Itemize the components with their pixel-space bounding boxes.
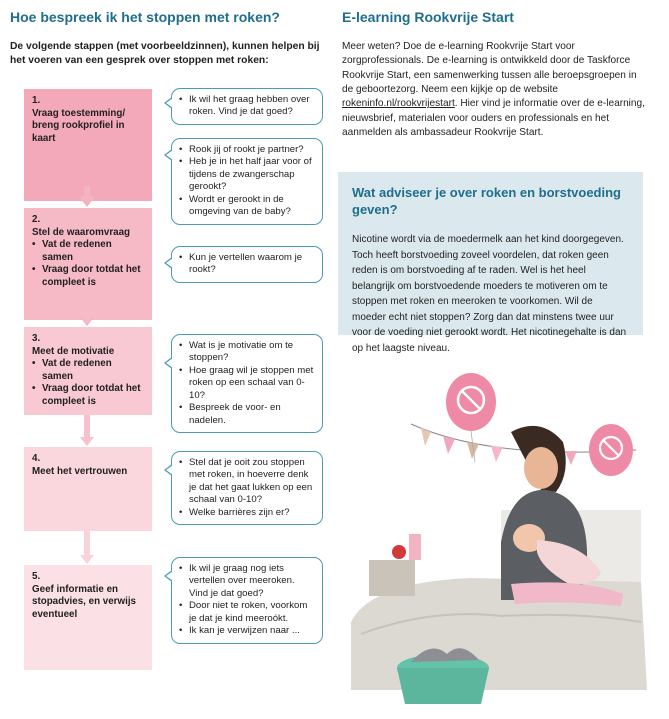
step-number: 5. xyxy=(32,571,41,582)
elearning-para-1: Meer weten? Doe de e-learning Rookvrije Start voor zorgprofessionals. De e-learning is ontwikkeld door de Taskforce Rookvrije Start, een samenwerking tussen alle beroepsgroepen in de geboortezorg. Neem een kijkje op de website xyxy=(342,41,637,95)
step-title: Geef informatie en stopadvies, en verwijs eventueel xyxy=(32,583,137,620)
arrow-down-icon xyxy=(80,186,94,204)
elearning-para-2: . Hier vind je informatie over de e-learning, nieuwsbrief, materialen voor ouders en professionals en het aanmelden als ambassadeur Rookvrije Start. xyxy=(342,98,645,138)
arrow-down-icon xyxy=(80,415,94,447)
right-title: E-learning Rookvrije Start xyxy=(342,9,514,25)
advice-box xyxy=(338,172,643,354)
step-title: Vraag toestemming/ breng rookprofiel in kaart xyxy=(32,107,126,144)
step-number: 2. xyxy=(32,214,41,225)
example-sentence: • Heb je in het half jaar voor of tijdens de zwangerschap gerookt? xyxy=(178,156,316,193)
step-bullet: • Vraag door totdat het compleet is xyxy=(32,383,144,408)
step-bullet: • Vraag door totdat het compleet is xyxy=(32,264,144,289)
step-bullet: • Vat de redenen samen xyxy=(32,358,144,383)
example-bubble-1 xyxy=(171,88,323,125)
step-number: 3. xyxy=(32,333,41,344)
example-sentence: • Wat is je motivatie om te stoppen? xyxy=(178,340,316,365)
example-sentence: • Kun je vertellen waarom je rookt? xyxy=(178,252,316,277)
example-bubble-6 xyxy=(171,557,323,644)
example-sentence: • Door niet te roken, voorkom je dat je kind meeroókt. xyxy=(178,600,316,625)
example-bubble-3 xyxy=(171,246,323,283)
website-link[interactable]: rokeninfo.nl/rookvrijestart xyxy=(342,98,455,110)
intro-text: De volgende stappen (met voorbeeldzinnen), kunnen helpen bij het voeren van een gesprek over stoppen met roken: xyxy=(10,41,320,67)
advice-box-title: Wat adviseer je over roken en borstvoeding geven? xyxy=(352,185,621,218)
example-sentence: • Wordt er gerookt in de omgeving van de baby? xyxy=(178,194,316,219)
step-title: Meet het vertrouwen xyxy=(32,465,128,477)
step-2 xyxy=(24,208,152,320)
example-sentence: • Ik kan je verwijzen naar ... xyxy=(178,625,316,637)
example-sentence: • Welke barrières zijn er? xyxy=(178,507,316,519)
step-bullet: • Vat de redenen samen xyxy=(32,239,144,264)
example-sentence: • Ik wil je graag nog iets vertellen over meeroken. Vind je dat goed? xyxy=(178,563,316,600)
step-1 xyxy=(24,89,152,201)
arrow-down-icon xyxy=(80,531,94,565)
example-sentence: • Stel dat je ooit zou stoppen met roken, in hoeverre denk je dat het gaat lukken op een schaal van 0-10? xyxy=(178,457,316,507)
no-smoking-balloon-icon xyxy=(589,424,633,476)
example-bubble-4 xyxy=(171,334,323,433)
step-4 xyxy=(24,447,152,531)
example-sentence: • Bespreek de voor- en nadelen. xyxy=(178,402,316,427)
example-sentence: • Ik wil het graag hebben over roken. Vind je dat goed? xyxy=(178,94,316,119)
step-title: Stel de waaromvraag xyxy=(32,226,131,238)
step-title: Meet de motivatie xyxy=(32,345,115,357)
step-5 xyxy=(24,565,152,670)
step-number: 1. xyxy=(32,95,41,106)
advice-box-text: Nicotine wordt via de moedermelk aan het kind doorgegeven. Toch heeft borstvoeding zoveel voordelen, dat roken geen reden is om borstvoeding af te raden. Wel is het heel belangrijk om borstvoedende moeders te motiveren om te stoppen met roken en meeroken te voorkomen. Wil de moeder echt niet stoppen? Zorg dan dat minstens twee uur voor de voeding niet gerookt wordt. Het nicotinegehalte is dan op het laagste niveau. xyxy=(352,234,627,354)
example-bubble-5 xyxy=(171,451,323,525)
breastfeeding-mother-photo xyxy=(351,372,649,712)
example-bubble-2 xyxy=(171,138,323,225)
arrow-down-icon xyxy=(80,305,94,323)
example-sentence: • Hoe graag wil je stoppen met roken op een schaal van 0-10? xyxy=(178,365,316,402)
elearning-text xyxy=(342,40,647,140)
left-title: Hoe bespreek ik het stoppen met roken? xyxy=(10,9,280,25)
example-sentence: • Rook jij of rookt je partner? xyxy=(178,144,316,156)
step-number: 4. xyxy=(32,453,41,464)
step-3 xyxy=(24,327,152,415)
